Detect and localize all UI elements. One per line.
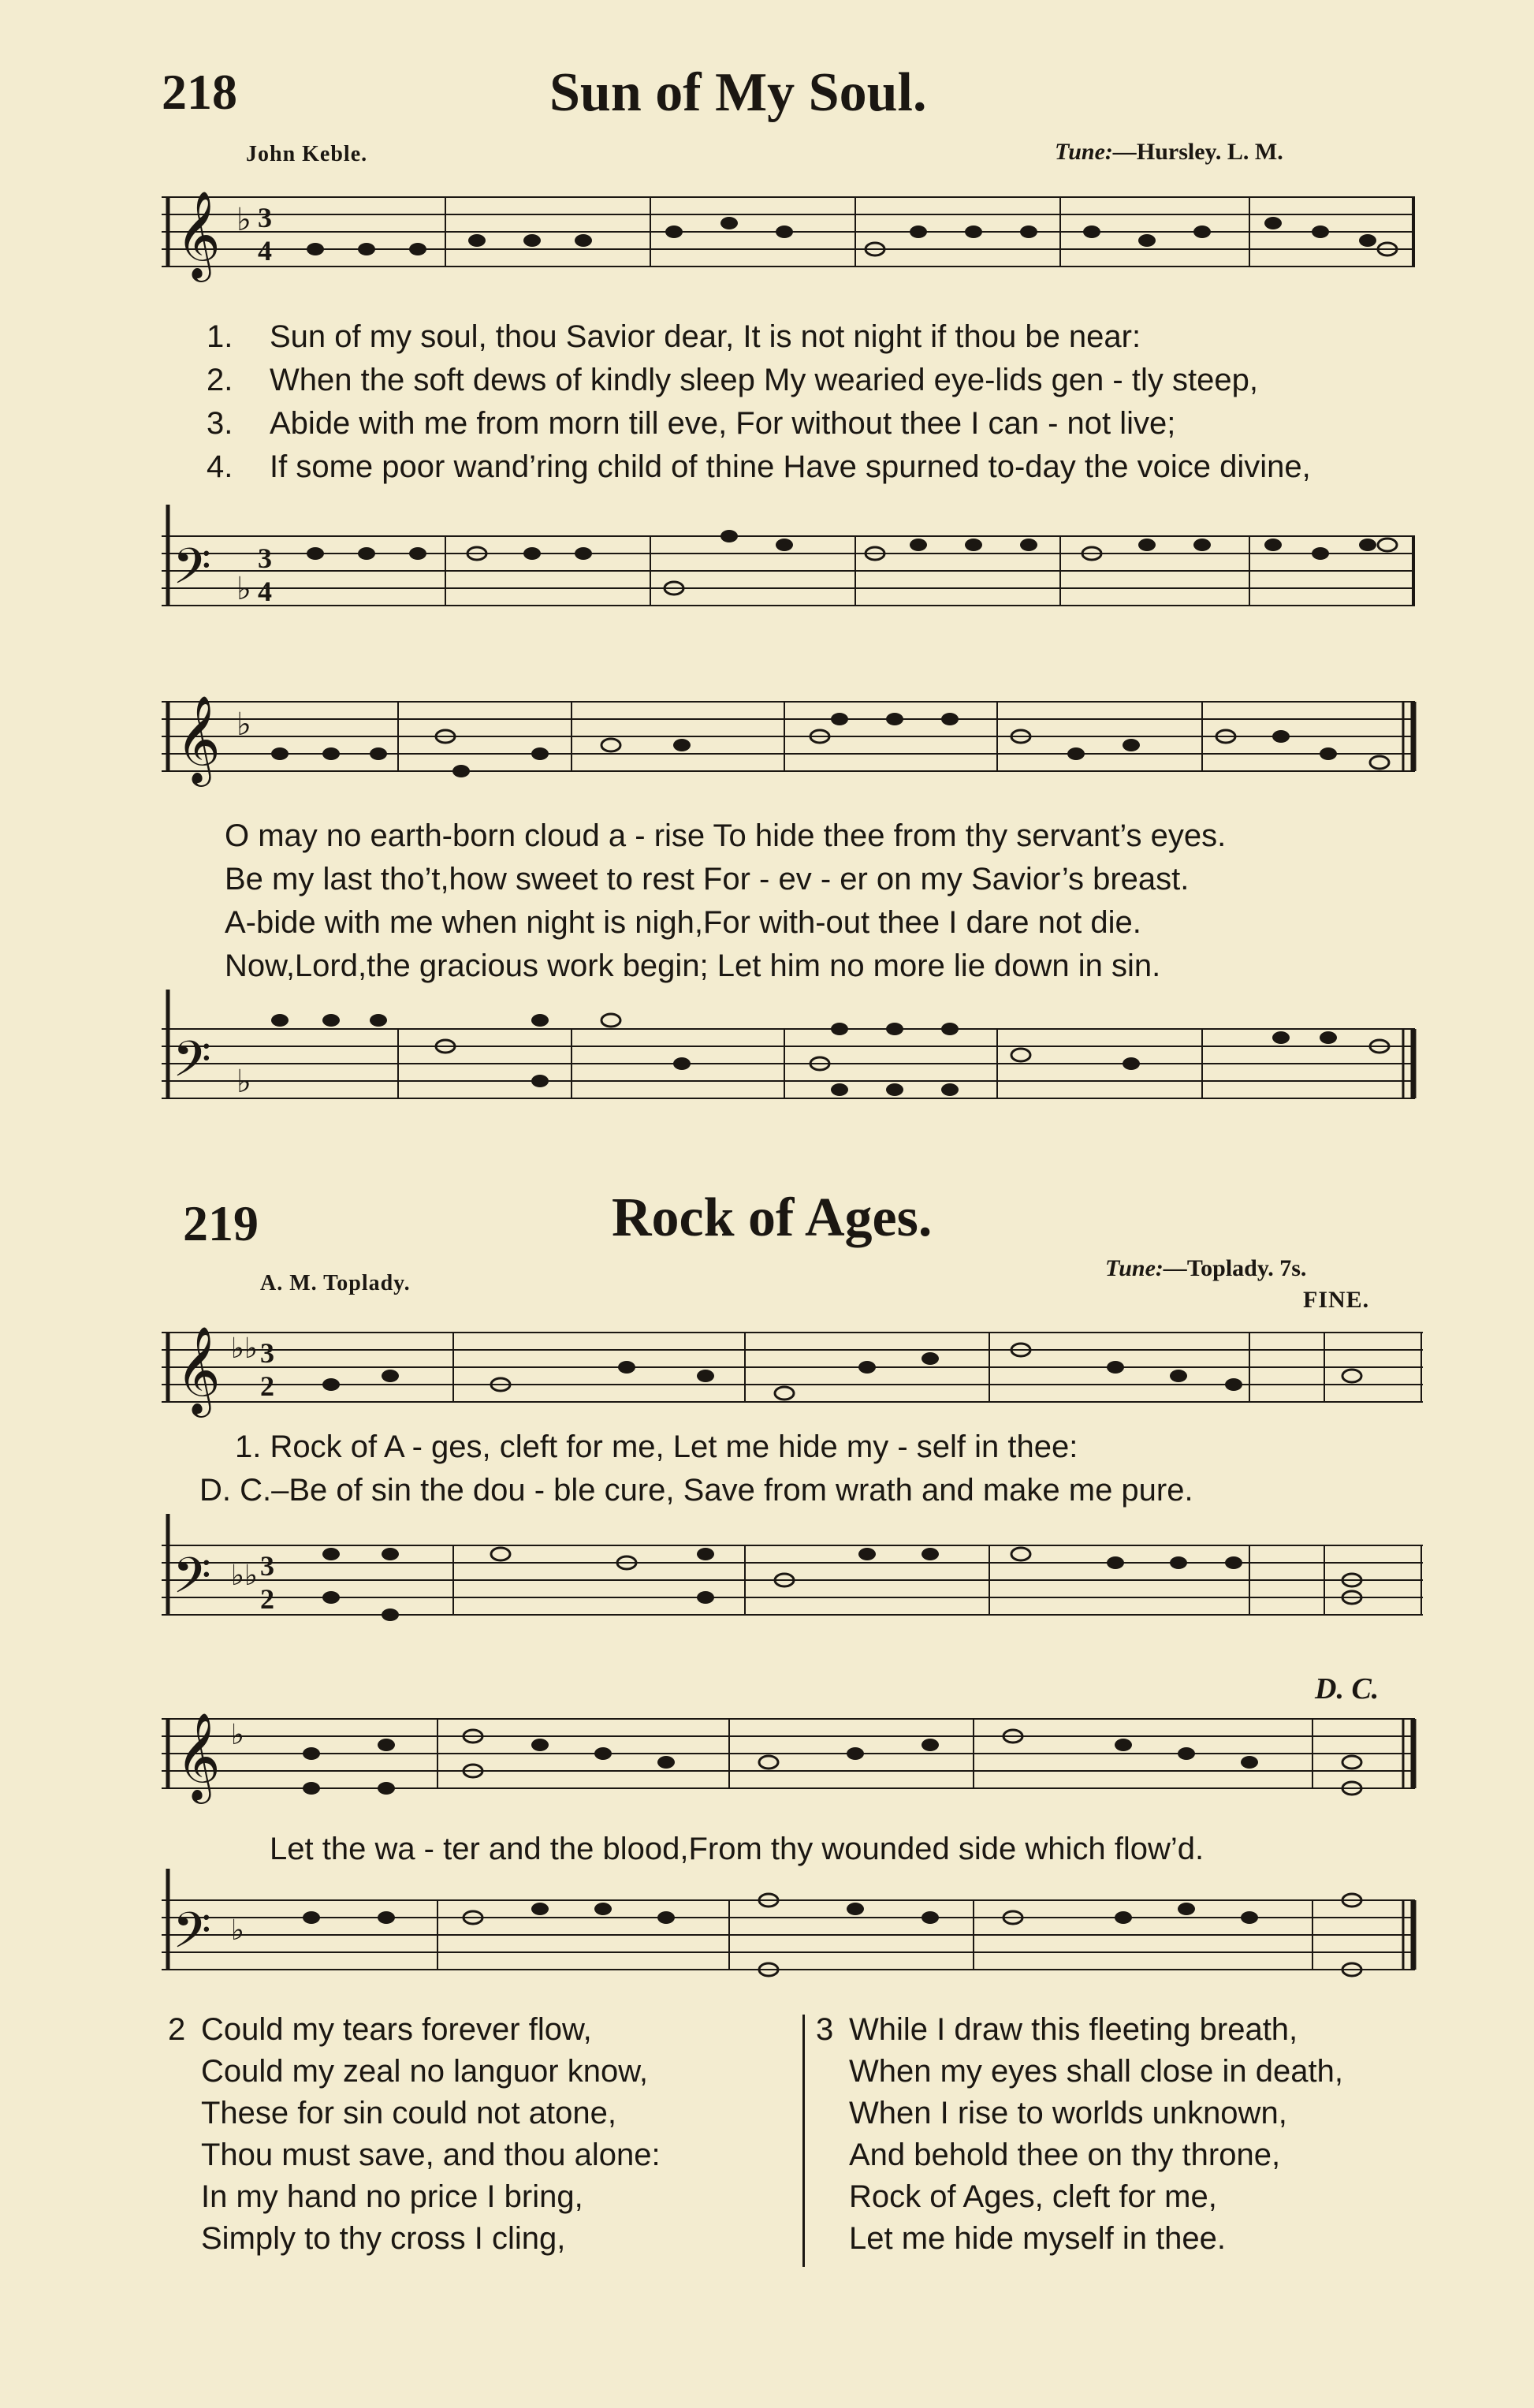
hymn-218-bass-stave-1 <box>162 505 1423 631</box>
stanza-number: 3 <box>816 2012 834 2047</box>
verse-number: 4. <box>207 449 233 484</box>
verse-number: 3. <box>207 406 233 441</box>
tune-label: Tune:— <box>1105 1255 1187 1281</box>
hymn-219-dc-line: D. C.–Be of sin the dou - ble cure, Save from wrath and make me pure. <box>199 1473 1193 1508</box>
staff-lines-svg <box>162 670 1423 796</box>
svg-text:𝄢: 𝄢 <box>173 1901 211 1971</box>
staff-lines-svg <box>162 1309 1423 1435</box>
stanza-line-text: These for sin could not atone, <box>201 2096 616 2130</box>
svg-text:𝄢: 𝄢 <box>173 1546 211 1616</box>
verse-text: If some poor wand’ring child of thine Have spurned to-day the voice divine, <box>270 449 1311 484</box>
svg-text:3: 3 <box>260 1337 274 1369</box>
svg-text:3: 3 <box>260 1550 274 1582</box>
stanza-number: 2 <box>168 2012 186 2047</box>
hymn-219-author: A. M. Toplady. <box>260 1271 411 1295</box>
svg-text:𝄞: 𝄞 <box>176 190 221 278</box>
svg-text:♭: ♭ <box>236 1064 251 1100</box>
svg-text:♭: ♭ <box>231 1914 244 1947</box>
hymn-218-treble-stave-2 <box>162 670 1423 796</box>
verse-number: 1. <box>207 319 233 354</box>
stanza-line-text: Could my tears forever flow, <box>201 2012 592 2047</box>
svg-text:𝄢: 𝄢 <box>173 1030 211 1100</box>
stanza-line <box>168 2051 661 2093</box>
hymn-218-verse-2 <box>207 363 1258 398</box>
verse-text: Abide with me from morn till eve, For without thee I can - not live; <box>270 406 1176 441</box>
hymn-219-verse-line-3: Let the wa - ter and the blood,From thy wounded side which flow’d. <box>270 1832 1204 1866</box>
stanza-line-text: Simply to thy cross I cling, <box>201 2221 566 2256</box>
svg-text:♭: ♭ <box>236 571 251 607</box>
stanza-line <box>168 2176 661 2218</box>
svg-text:♭: ♭ <box>236 706 251 743</box>
fine-mark: FINE. <box>1303 1287 1370 1313</box>
svg-text:2: 2 <box>260 1370 274 1402</box>
page-number: 218 <box>162 64 237 120</box>
svg-text:4: 4 <box>258 576 272 607</box>
verse-text: Sun of my soul, thou Savior dear, It is not night if thou be near: <box>270 319 1141 354</box>
hymn-219-stanza-2 <box>168 2009 661 2260</box>
svg-text:3: 3 <box>258 202 272 233</box>
dc-mark: D. C. <box>1315 1672 1379 1705</box>
hymn-219-bass-stave-1 <box>162 1514 1423 1640</box>
staff-lines-svg <box>162 505 1423 631</box>
hymn-219-treble-stave-2 <box>162 1695 1423 1813</box>
svg-text:𝄞: 𝄞 <box>176 695 221 783</box>
stanza-line <box>168 2218 661 2260</box>
svg-text:♭: ♭ <box>231 1719 244 1751</box>
stanza-line-text: When I rise to worlds unknown, <box>849 2096 1287 2130</box>
hymn-219-tune <box>1105 1255 1306 1282</box>
hymn-219-treble-stave-1 <box>162 1309 1423 1435</box>
hymn-218-refrain-line-4: Now,Lord,the gracious work begin; Let him no more lie down in sin. <box>225 949 1161 983</box>
svg-text:3: 3 <box>258 542 272 574</box>
hymn-219-bass-stave-2 <box>162 1869 1423 1995</box>
svg-text:𝄞: 𝄞 <box>176 1712 221 1800</box>
hymn-219-verse-line-1: 1. Rock of A - ges, cleft for me, Let me hide my - self in thee: <box>235 1430 1078 1464</box>
svg-text:𝄢: 𝄢 <box>173 537 211 607</box>
stanza-line-text: Rock of Ages, cleft for me, <box>849 2179 1217 2214</box>
staff-lines-svg <box>162 1695 1423 1813</box>
hymn-218-title: Sun of My Soul. <box>549 62 927 123</box>
hymn-218-verse-4 <box>207 449 1311 485</box>
stanza-line-text: And behold thee on thy throne, <box>849 2138 1281 2172</box>
svg-text:2: 2 <box>260 1583 274 1615</box>
stanza-divider <box>802 2015 805 2267</box>
stanza-line-text: Let me hide myself in thee. <box>849 2221 1227 2256</box>
tune-name: Hursley. L. M. <box>1136 139 1283 165</box>
stanza-line <box>816 2051 1343 2093</box>
stanza-line-text: Could my zeal no languor know, <box>201 2054 648 2089</box>
hymn-218-verse-3 <box>207 406 1175 442</box>
stanza-line <box>816 2218 1343 2260</box>
staff-lines-svg <box>162 990 1423 1124</box>
stanza-line <box>816 2134 1343 2176</box>
hymn-218-verse-1 <box>207 319 1141 355</box>
hymn-218-tune <box>1055 139 1283 166</box>
hymn-218-refrain-line-2: Be my last tho’t,how sweet to rest For - ev - er on my Savior’s breast. <box>225 862 1190 896</box>
stanza-line-text: While I draw this fleeting breath, <box>849 2012 1298 2047</box>
svg-text:♭♭: ♭♭ <box>231 1333 258 1365</box>
stanza-line <box>816 2093 1343 2134</box>
tune-name: Toplady. 7s. <box>1186 1255 1307 1281</box>
hymn-219-title: Rock of Ages. <box>612 1187 933 1248</box>
hymn-218-refrain-line-3: A-bide with me when night is nigh,For with-out thee I dare not die. <box>225 905 1141 940</box>
stanza-line <box>168 2093 661 2134</box>
staff-lines-svg <box>162 1869 1423 1995</box>
stanza-line-text: When my eyes shall close in death, <box>849 2054 1343 2089</box>
svg-text:𝄞: 𝄞 <box>176 1325 221 1414</box>
tune-label: Tune:— <box>1055 139 1137 165</box>
hymn-219-stanza-3 <box>816 2009 1343 2260</box>
hymn-219-number: 219 <box>183 1195 259 1251</box>
stanza-line <box>168 2009 661 2051</box>
hymn-218-author: John Keble. <box>246 142 368 166</box>
hymn-218-refrain-line-1: O may no earth-born cloud a - rise To hide thee from thy servant’s eyes. <box>225 818 1227 853</box>
svg-text:4: 4 <box>258 235 272 267</box>
stanza-line-text: Thou must save, and thou alone: <box>201 2138 661 2172</box>
verse-number: 2. <box>207 363 233 397</box>
stanza-line <box>168 2134 661 2176</box>
staff-lines-svg <box>162 181 1423 292</box>
stanza-line <box>816 2009 1343 2051</box>
stanza-line <box>816 2176 1343 2218</box>
svg-text:♭: ♭ <box>236 202 251 238</box>
svg-text:♭♭: ♭♭ <box>231 1560 258 1592</box>
stanza-line-text: In my hand no price I bring, <box>201 2179 583 2214</box>
hymn-218-treble-stave-1 <box>162 181 1423 292</box>
verse-text: When the soft dews of kindly sleep My wearied eye-lids gen - tly steep, <box>270 363 1258 397</box>
hymn-218-bass-stave-2 <box>162 990 1423 1124</box>
staff-lines-svg <box>162 1514 1423 1640</box>
